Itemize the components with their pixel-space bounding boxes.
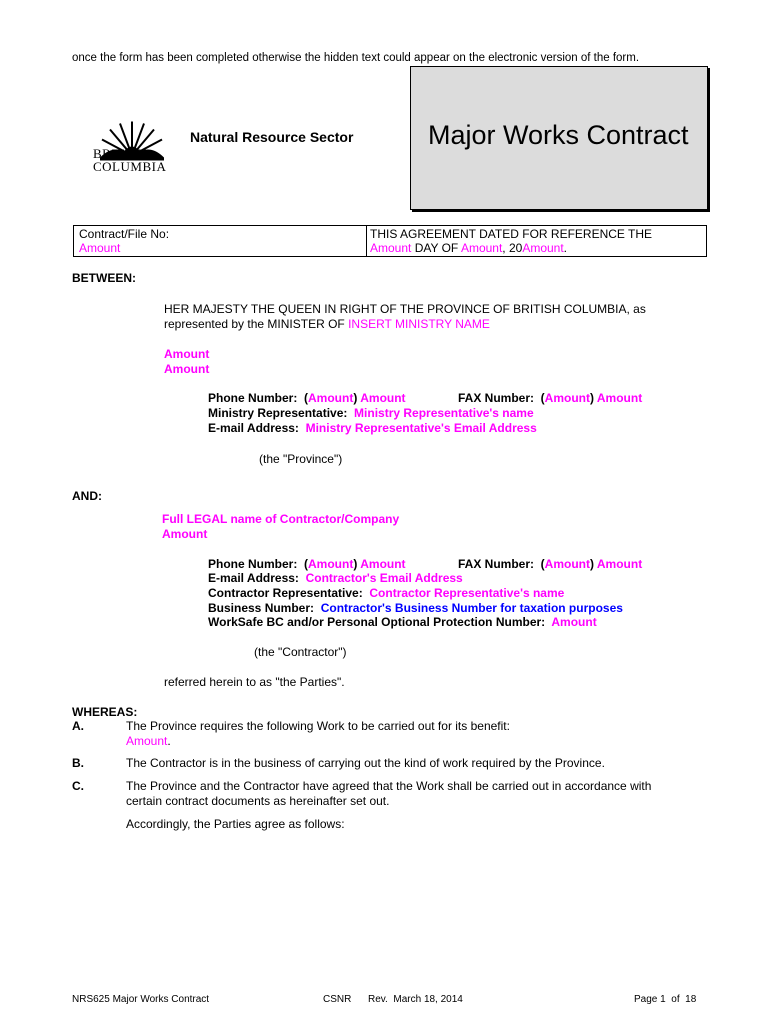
contractor-rep-field[interactable]: Contractor Representative's name [369, 586, 565, 600]
province-line2 [164, 317, 490, 331]
province-phone-field[interactable]: Amount [360, 391, 406, 405]
day-field[interactable]: Amount [370, 241, 412, 255]
clause-a-text: The Province requires the following Work to be carried out for its benefit: [126, 719, 510, 733]
footer-org: CSNR [323, 994, 352, 1005]
worksafe-field[interactable]: Amount [551, 615, 597, 629]
clause-a-value-line: Amount. [126, 734, 171, 748]
sector-title: Natural Resource Sector [190, 129, 354, 145]
accordingly-text: Accordingly, the Parties agree as follows: [126, 817, 345, 831]
and-heading: AND: [72, 489, 102, 503]
worksafe-line: WorkSafe BC and/or Personal Optional Protection Number: Amount [208, 615, 597, 629]
business-number-line: Business Number: Contractor's Business Number for taxation purposes [208, 601, 623, 615]
day-of-text: DAY OF [411, 241, 461, 255]
province-fax-area-field[interactable]: Amount [544, 391, 590, 405]
contractor-name-field[interactable]: Full LEGAL name of Contractor/Company [162, 512, 400, 526]
contractor-email-line: E-mail Address: Contractor's Email Address [208, 571, 463, 585]
parties-text: referred herein to as "the Parties". [164, 675, 345, 689]
instruction-note: once the form has been completed otherwise the hidden text could appear on the electronic version of the form. [72, 52, 640, 64]
clause-a-label: A. [72, 719, 84, 733]
contractor-fax-field[interactable]: Amount [596, 557, 643, 571]
contractor-address-field[interactable]: Amount [162, 527, 208, 541]
date-period: . [563, 241, 568, 255]
ministry-email-line: E-mail Address: Ministry Representative's Email Address [208, 421, 537, 435]
whereas-heading: WHEREAS: [72, 705, 138, 719]
year-prefix: , 20 [502, 241, 523, 255]
clause-c-text-2: certain contract documents as hereinafter set out. [126, 794, 390, 808]
contractor-phone-line: Phone Number: (Amount) Amount [208, 557, 406, 571]
province-role: (the "Province") [259, 452, 343, 466]
contractor-fax-line: FAX Number: (Amount) Amount [458, 557, 643, 571]
contractor-phone-area-field[interactable]: Amount [308, 557, 354, 571]
ministry-name-field[interactable]: INSERT MINISTRY NAME [348, 317, 490, 331]
province-address-field-1[interactable]: Amount [164, 347, 210, 361]
province-phone-area-field[interactable]: Amount [308, 391, 354, 405]
work-description-field[interactable]: Amount [126, 734, 168, 748]
business-number-field[interactable]: Contractor's Business Number for taxation purposes [320, 601, 623, 615]
clause-c-label: C. [72, 779, 84, 793]
ministry-email-field[interactable]: Ministry Representative's Email Address [305, 421, 537, 435]
contractor-role: (the "Contractor") [254, 645, 347, 659]
province-line1: HER MAJESTY THE QUEEN IN RIGHT OF THE PROVINCE OF BRITISH COLUMBIA, as [164, 302, 646, 316]
agreement-date-label: THIS AGREEMENT DATED FOR REFERENCE THE [370, 227, 653, 241]
province-address-field-2[interactable]: Amount [164, 362, 210, 376]
clause-b-label: B. [72, 756, 84, 770]
logo-text-british: BRITISH [93, 146, 148, 161]
document-title: Major Works Contract [428, 120, 689, 150]
province-phone-line: Phone Number: (Amount) Amount [208, 391, 406, 405]
file-no-label: Contract/File No: [79, 227, 170, 241]
footer-page-number: Page 1 of 18 [634, 994, 697, 1005]
year-field[interactable]: Amount [522, 241, 564, 255]
contractor-fax-area-field[interactable]: Amount [544, 557, 590, 571]
contractor-rep-line: Contractor Representative: Contractor Representative's name [208, 586, 565, 600]
reference-table-divider [366, 225, 367, 256]
province-fax-field[interactable]: Amount [596, 391, 643, 405]
ministry-rep-line: Ministry Representative: Ministry Representative's name [208, 406, 534, 420]
contractor-email-field[interactable]: Contractor's Email Address [305, 571, 463, 585]
file-no-field[interactable]: Amount [79, 241, 121, 255]
footer-form-name: NRS625 Major Works Contract [72, 994, 210, 1005]
clause-c-text-1: The Province and the Contractor have agreed that the Work shall be carried out in accordance with [126, 779, 652, 793]
represented-by-text: represented by the MINISTER OF [164, 317, 349, 331]
logo-text-columbia: COLUMBIA [93, 159, 167, 174]
province-fax-line: FAX Number: (Amount) Amount [458, 391, 643, 405]
agreement-date-line [370, 241, 567, 255]
between-heading: BETWEEN: [72, 271, 136, 285]
month-field[interactable]: Amount [460, 241, 503, 255]
ministry-rep-field[interactable]: Ministry Representative's name [354, 406, 534, 420]
footer-revision: Rev. March 18, 2014 [368, 994, 463, 1005]
clause-b-text: The Contractor is in the business of carrying out the kind of work required by the Province. [126, 756, 605, 770]
contractor-phone-field[interactable]: Amount [360, 557, 406, 571]
